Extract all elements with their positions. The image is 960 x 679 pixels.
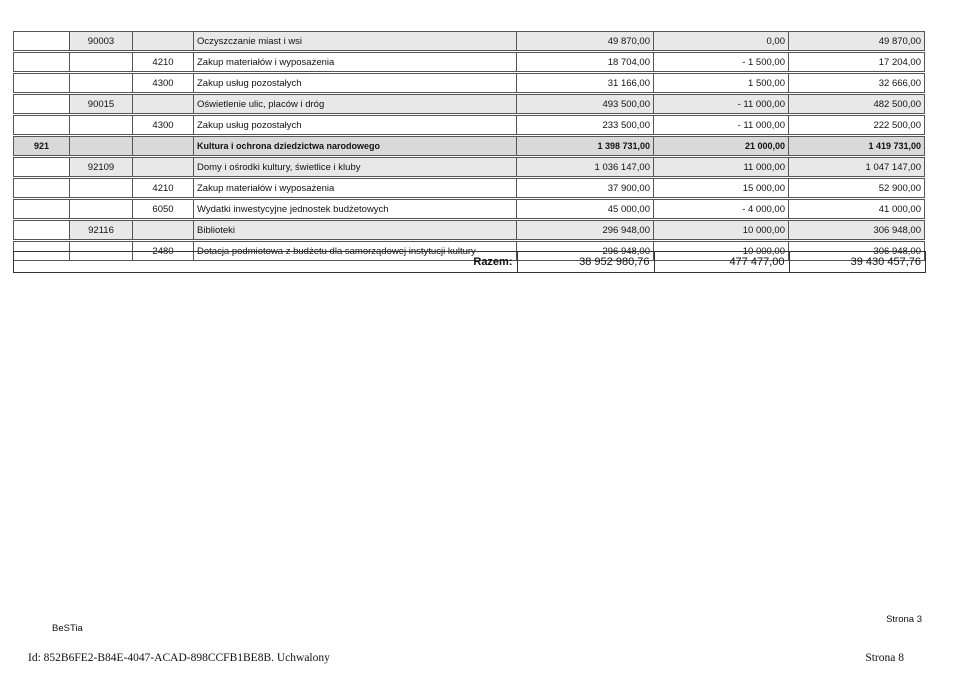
cell-paragraf: 4210 bbox=[133, 179, 194, 198]
cell-dzial bbox=[14, 32, 70, 51]
cell-dzial bbox=[14, 158, 70, 177]
cell-po-zmianie: 306 948,00 bbox=[789, 242, 925, 261]
cell-paragraf bbox=[133, 32, 194, 51]
cell-dzial bbox=[14, 116, 70, 135]
cell-nazwa: Wydatki inwestycyjne jednostek budżetowych bbox=[194, 200, 517, 219]
cell-paragraf bbox=[133, 221, 194, 240]
cell-dzial bbox=[14, 179, 70, 198]
cell-nazwa: Biblioteki bbox=[194, 221, 517, 240]
cell-plan: 18 704,00 bbox=[517, 53, 654, 72]
cell-dzial: 921 bbox=[14, 137, 70, 156]
document-page: Strona 8 bbox=[865, 652, 904, 664]
cell-rozdzial bbox=[70, 179, 133, 198]
cell-rozdzial bbox=[70, 53, 133, 72]
cell-po-zmianie: 17 204,00 bbox=[789, 53, 925, 72]
cell-zmiana: 15 000,00 bbox=[654, 179, 789, 198]
cell-paragraf bbox=[133, 95, 194, 114]
cell-zmiana: 1 500,00 bbox=[654, 74, 789, 93]
cell-nazwa: Oczyszczanie miast i wsi bbox=[194, 32, 517, 51]
cell-rozdzial: 92109 bbox=[70, 158, 133, 177]
cell-paragraf bbox=[133, 158, 194, 177]
cell-plan: 296 948,00 bbox=[517, 221, 654, 240]
cell-dzial bbox=[14, 53, 70, 72]
total-change: 477 477,00 bbox=[654, 252, 789, 272]
cell-plan: 493 500,00 bbox=[517, 95, 654, 114]
cell-rozdzial bbox=[70, 200, 133, 219]
cell-nazwa: Zakup usług pozostałych bbox=[194, 116, 517, 135]
total-row bbox=[13, 251, 926, 273]
cell-dzial bbox=[14, 221, 70, 240]
cell-plan: 45 000,00 bbox=[517, 200, 654, 219]
cell-po-zmianie: 222 500,00 bbox=[789, 116, 925, 135]
document-id: Id: 852B6FE2-B84E-4047-ACAD-898CCFB1BE8B. Uchwalony bbox=[28, 652, 330, 664]
footer-page-inner: Strona 3 bbox=[886, 614, 922, 625]
cell-plan: 37 900,00 bbox=[517, 179, 654, 198]
cell-zmiana: 0,00 bbox=[654, 32, 789, 51]
cell-po-zmianie: 41 000,00 bbox=[789, 200, 925, 219]
cell-plan: 1 036 147,00 bbox=[517, 158, 654, 177]
table-row bbox=[14, 221, 925, 240]
cell-po-zmianie: 32 666,00 bbox=[789, 74, 925, 93]
total-after-change: 39 430 457,76 bbox=[789, 252, 925, 272]
cell-dzial bbox=[14, 200, 70, 219]
cell-paragraf: 4210 bbox=[133, 53, 194, 72]
cell-po-zmianie: 1 419 731,00 bbox=[789, 137, 925, 156]
cell-nazwa: Zakup materiałów i wyposażenia bbox=[194, 53, 517, 72]
table-row bbox=[14, 158, 925, 177]
table-row bbox=[14, 95, 925, 114]
cell-rozdzial: 90003 bbox=[70, 32, 133, 51]
total-label: Razem: bbox=[473, 256, 513, 268]
cell-paragraf: 4300 bbox=[133, 74, 194, 93]
total-plan: 38 952 980,76 bbox=[517, 252, 654, 272]
cell-plan: 1 398 731,00 bbox=[517, 137, 654, 156]
cell-paragraf: 2480 bbox=[133, 242, 194, 261]
cell-zmiana: - 11 000,00 bbox=[654, 116, 789, 135]
cell-nazwa: Zakup materiałów i wyposażenia bbox=[194, 179, 517, 198]
cell-nazwa: Dotacja podmiotowa z budżetu dla samorządowej instytucji kultury bbox=[194, 242, 517, 261]
cell-plan: 233 500,00 bbox=[517, 116, 654, 135]
cell-zmiana: - 1 500,00 bbox=[654, 53, 789, 72]
cell-rozdzial bbox=[70, 137, 133, 156]
cell-plan: 31 166,00 bbox=[517, 74, 654, 93]
cell-nazwa: Kultura i ochrona dziedzictwa narodowego bbox=[194, 137, 517, 156]
cell-rozdzial: 90015 bbox=[70, 95, 133, 114]
table-row bbox=[14, 179, 925, 198]
cell-paragraf bbox=[133, 137, 194, 156]
footer-software: BeSTia bbox=[52, 623, 83, 634]
table-row bbox=[14, 137, 925, 156]
cell-po-zmianie: 49 870,00 bbox=[789, 32, 925, 51]
cell-rozdzial bbox=[70, 116, 133, 135]
cell-plan: 296 948,00 bbox=[517, 242, 654, 261]
cell-rozdzial bbox=[70, 74, 133, 93]
cell-dzial bbox=[14, 95, 70, 114]
cell-paragraf: 4300 bbox=[133, 116, 194, 135]
cell-po-zmianie: 1 047 147,00 bbox=[789, 158, 925, 177]
table-row bbox=[14, 200, 925, 219]
budget-table-body bbox=[14, 32, 925, 261]
cell-nazwa: Domy i ośrodki kultury, świetlice i kluby bbox=[194, 158, 517, 177]
cell-po-zmianie: 52 900,00 bbox=[789, 179, 925, 198]
cell-zmiana: 11 000,00 bbox=[654, 158, 789, 177]
cell-nazwa: Oświetlenie ulic, placów i dróg bbox=[194, 95, 517, 114]
table-row bbox=[14, 116, 925, 135]
table-row bbox=[14, 32, 925, 51]
cell-plan: 49 870,00 bbox=[517, 32, 654, 51]
table-row bbox=[14, 74, 925, 93]
cell-dzial bbox=[14, 74, 70, 93]
cell-po-zmianie: 306 948,00 bbox=[789, 221, 925, 240]
table-row bbox=[14, 53, 925, 72]
cell-zmiana: - 4 000,00 bbox=[654, 200, 789, 219]
budget-table bbox=[13, 31, 925, 261]
cell-zmiana: 10 000,00 bbox=[654, 242, 789, 261]
cell-zmiana: - 11 000,00 bbox=[654, 95, 789, 114]
cell-po-zmianie: 482 500,00 bbox=[789, 95, 925, 114]
cell-zmiana: 21 000,00 bbox=[654, 137, 789, 156]
cell-zmiana: 10 000,00 bbox=[654, 221, 789, 240]
cell-rozdzial: 92116 bbox=[70, 221, 133, 240]
cell-paragraf: 6050 bbox=[133, 200, 194, 219]
cell-nazwa: Zakup usług pozostałych bbox=[194, 74, 517, 93]
